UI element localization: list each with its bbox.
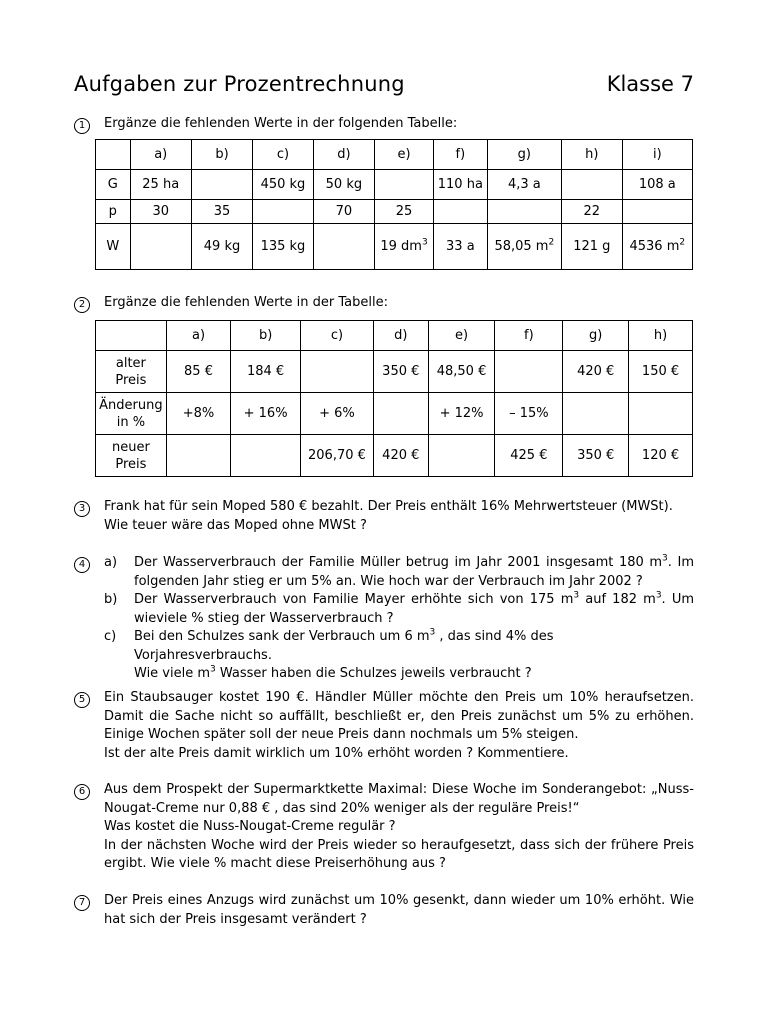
column-header: c)	[253, 140, 314, 170]
table-cell: 420 €	[373, 435, 428, 477]
task-text	[104, 554, 694, 684]
table-cell: 48,50 €	[428, 351, 495, 393]
task-text	[104, 689, 694, 763]
table-cell: 33 a	[434, 224, 488, 270]
table-cell: 450 kg	[253, 170, 314, 200]
subtask-c	[104, 628, 694, 684]
table-cell	[562, 170, 623, 200]
task-number: 1	[74, 118, 90, 134]
table-cell	[373, 393, 428, 435]
table-corner-cell	[96, 321, 167, 351]
task-number: 7	[74, 895, 90, 911]
table-cell: 4,3 a	[487, 170, 561, 200]
table-cell: + 6%	[300, 393, 373, 435]
table-header-row	[96, 140, 693, 170]
column-header: h)	[562, 140, 623, 170]
table-row	[96, 170, 693, 200]
task-paragraph: Ist der alte Preis damit wirklich um 10% erhöht worden ? Kommentiere.	[104, 745, 569, 761]
table-row	[96, 393, 693, 435]
table-cell: +8%	[166, 393, 230, 435]
table-cell	[622, 200, 692, 224]
table-cell: 25	[375, 200, 434, 224]
column-header: g)	[563, 321, 629, 351]
column-header: a)	[166, 321, 230, 351]
subtask-label: a)	[104, 555, 118, 570]
task-number: 4	[74, 557, 90, 573]
task-paragraph: In der nächsten Woche wird der Preis wieder so heraufgesetzt, dass sich der frühere Preis ergibt. Wie viele % macht diese Preiserhöhung aus ?	[104, 837, 694, 871]
header	[74, 72, 694, 102]
table-cell: 120 €	[629, 435, 693, 477]
table-cell: 350 €	[373, 351, 428, 393]
table-cell	[375, 170, 434, 200]
table-cell: 4536 $m^2$	[622, 224, 692, 270]
table-cell: 135 kg	[253, 224, 314, 270]
task-instruction: Ergänze die fehlenden Werte in der folgenden Tabelle:	[104, 116, 458, 131]
table-cell	[191, 170, 252, 200]
subtask-a	[104, 554, 694, 591]
table-cell: 30	[130, 200, 191, 224]
row-header: W	[96, 224, 131, 270]
task-number: 5	[74, 692, 90, 708]
table-cell: 110 ha	[434, 170, 488, 200]
row-header: G	[96, 170, 131, 200]
table-cell	[130, 224, 191, 270]
table-cell: 70	[313, 200, 374, 224]
row-header: alter Preis	[96, 351, 167, 393]
table-cell	[300, 351, 373, 393]
column-header: e)	[375, 140, 434, 170]
table-cell: 58,05 $m^2$	[487, 224, 561, 270]
table-cell: 22	[562, 200, 623, 224]
table-cell: 50 kg	[313, 170, 374, 200]
table-row	[96, 351, 693, 393]
task-line: Frank hat für sein Moped 580 € bezahlt. Der Preis enthält 16% Mehrwertsteuer (MWSt).	[104, 499, 673, 514]
table-cell: + 16%	[231, 393, 301, 435]
row-header: p	[96, 200, 131, 224]
task-number: 6	[74, 784, 90, 800]
table-cell: 25 ha	[130, 170, 191, 200]
task-text	[104, 498, 694, 535]
table-row	[96, 224, 693, 270]
subtask-b	[104, 591, 694, 628]
table-header-row	[96, 321, 693, 351]
table-cell: 184 €	[231, 351, 301, 393]
task-text	[104, 892, 694, 929]
table-cell: 19 $dm^3$	[375, 224, 434, 270]
table-cell	[629, 393, 693, 435]
table-cell: 121 g	[562, 224, 623, 270]
column-header: b)	[191, 140, 252, 170]
column-header: g)	[487, 140, 561, 170]
table-cell: 420 €	[563, 351, 629, 393]
table-cell	[253, 200, 314, 224]
page-title: Aufgaben zur Prozentrechnung	[74, 72, 405, 96]
table-cell: – 15%	[495, 393, 563, 435]
task-instruction: Ergänze die fehlenden Werte in der Tabelle:	[104, 295, 389, 310]
row-header: neuer Preis	[96, 435, 167, 477]
table-cell	[166, 435, 230, 477]
subtask-text: Bei den Schulzes sank der Verbrauch um 6 $m^3$ , das sind 4% des Vorjahresverbrauchs. Wie viele $m^3$ Wasser haben die Schulzes jeweils verbraucht ?	[134, 627, 554, 681]
column-header: d)	[313, 140, 374, 170]
table-cell	[563, 393, 629, 435]
table-cell: + 12%	[428, 393, 495, 435]
table-cell: 49 kg	[191, 224, 252, 270]
task-line: Wie teuer wäre das Moped ohne MWSt ?	[104, 517, 367, 533]
table-row	[96, 435, 693, 477]
table-corner-cell	[96, 140, 131, 170]
column-header: i)	[622, 140, 692, 170]
table-cell	[313, 224, 374, 270]
table-cell: 85 €	[166, 351, 230, 393]
subtask-label: b)	[104, 592, 118, 607]
table-cell	[434, 200, 488, 224]
row-header: Änderung in %	[96, 393, 167, 435]
table-cell	[231, 435, 301, 477]
class-label: Klasse 7	[606, 72, 694, 96]
column-header: f)	[434, 140, 488, 170]
table-row	[96, 200, 693, 224]
subtask-text: Der Wasserverbrauch der Familie Müller betrug im Jahr 2001 insgesamt 180 $m^3$. Im folgenden Jahr stieg er um 5% an. Wie hoch war der Verbrauch im Jahr 2002 ?	[134, 553, 694, 589]
task-number: 2	[74, 297, 90, 313]
task-paragraph: Was kostet die Nuss-Nougat-Creme regulär ?	[104, 819, 396, 834]
task-paragraph: Aus dem Prospekt der Supermarktkette Maximal: Diese Woche im Sonderangebot: „Nuss-Nougat-Creme nur 0,88 € , das sind 20% weniger als der reguläre Preis!“	[104, 782, 694, 816]
subtask-text: Der Wasserverbrauch von Familie Mayer erhöhte sich von 175 $m^3$ auf 182 $m^3$. Um wieviele % stieg der Wasserverbrauch ?	[134, 590, 695, 626]
table-cell: 206,70 €	[300, 435, 373, 477]
subtask-label: c)	[104, 629, 117, 644]
table-cell: 35	[191, 200, 252, 224]
column-header: f)	[495, 321, 563, 351]
task-text	[104, 781, 694, 874]
task-paragraph: Der Preis eines Anzugs wird zunächst um 10% gesenkt, dann wieder um 10% erhöht. Wie hat sich der Preis insgesamt verändert ?	[104, 893, 694, 927]
percent-table-1	[95, 139, 693, 270]
table-cell: 108 a	[622, 170, 692, 200]
task-number: 3	[74, 501, 90, 517]
table-cell	[428, 435, 495, 477]
table-cell: 425 €	[495, 435, 563, 477]
table-cell: 150 €	[629, 351, 693, 393]
table-cell	[487, 200, 561, 224]
column-header: d)	[373, 321, 428, 351]
column-header: b)	[231, 321, 301, 351]
column-header: a)	[130, 140, 191, 170]
column-header: e)	[428, 321, 495, 351]
table-cell	[495, 351, 563, 393]
task-paragraph: Ein Staubsauger kostet 190 €. Händler Müller möchte den Preis um 10% heraufsetzen. Damit die Sache nicht so auffällt, beschließt er, den Preis zunächst um 5% zu erhöhen. Einige Wochen später soll der neue Preis dann nochmals um 5% steigen.	[104, 690, 694, 742]
table-cell: 350 €	[563, 435, 629, 477]
column-header: c)	[300, 321, 373, 351]
column-header: h)	[629, 321, 693, 351]
price-table-2	[95, 320, 693, 477]
